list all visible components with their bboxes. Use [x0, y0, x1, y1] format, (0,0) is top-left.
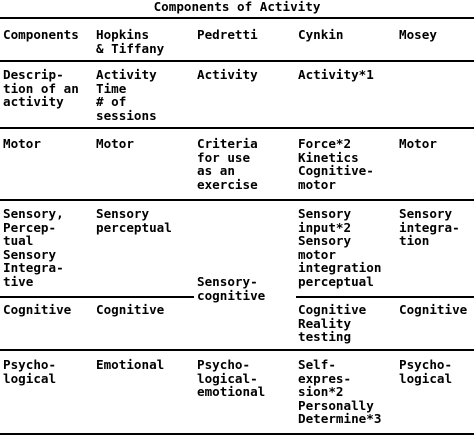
- cell-cognitive-mosey: Cognitive: [399, 302, 468, 317]
- cell-motor-cynkin: Force*2 Kinetics Cognitive- motor: [298, 136, 374, 192]
- cell-motor-mosey: Motor: [399, 136, 437, 151]
- rule-row-3-right: [296, 296, 474, 298]
- cell-description-components: Descrip- tion of an activity: [3, 67, 79, 109]
- cell-psychological-cynkin: Self- expres- sion*2 Personally Determine*3: [298, 357, 382, 426]
- cell-sensory-cynkin: Sensory input*2 Sensory motor integration perceptual: [298, 206, 382, 289]
- cell-motor-pedretti: Criteria for use as an exercise: [197, 136, 258, 192]
- cell-psychological-mosey: Psycho- logical: [399, 357, 453, 386]
- cell-cognitive-cynkin: Cognitive Reality testing: [298, 302, 367, 344]
- header-pedretti: Pedretti: [197, 27, 258, 42]
- cell-description-hopkins: Activity Time # of sessions: [96, 67, 157, 123]
- cell-motor-hopkins: Motor: [96, 136, 134, 151]
- cell-cognitive-components: Cognitive: [3, 302, 72, 317]
- cell-sensory-cognitive-pedretti: Sensory- cognitive: [197, 274, 266, 303]
- cell-psychological-components: Psycho- logical: [3, 357, 57, 386]
- header-hopkins-tiffany: Hopkins & Tiffany: [96, 27, 165, 56]
- rule-row-4: [0, 349, 474, 351]
- cell-sensory-mosey: Sensory integra- tion: [399, 206, 460, 248]
- cell-sensory-hopkins: Sensory perceptual: [96, 206, 172, 235]
- rule-bottom: [0, 433, 474, 435]
- cell-psychological-hopkins: Emotional: [96, 357, 165, 372]
- table-title: Components of Activity: [153, 0, 321, 14]
- cell-description-pedretti: Activity: [197, 67, 258, 82]
- cell-motor-components: Motor: [3, 136, 41, 151]
- cell-sensory-components: Sensory, Percep- tual Sensory Integra- tive: [3, 206, 64, 289]
- rule-top: [0, 17, 474, 19]
- rule-row-2: [0, 199, 474, 201]
- rule-row-1: [0, 127, 474, 129]
- header-cynkin: Cynkin: [298, 27, 344, 42]
- cell-cognitive-hopkins: Cognitive: [96, 302, 165, 317]
- cell-psychological-pedretti: Psycho- logical- emotional: [197, 357, 266, 399]
- cell-description-cynkin: Activity*1: [298, 67, 374, 82]
- rule-under-header: [0, 60, 474, 62]
- header-components: Components: [3, 27, 79, 42]
- rule-row-3-left: [0, 296, 194, 298]
- header-mosey: Mosey: [399, 27, 437, 42]
